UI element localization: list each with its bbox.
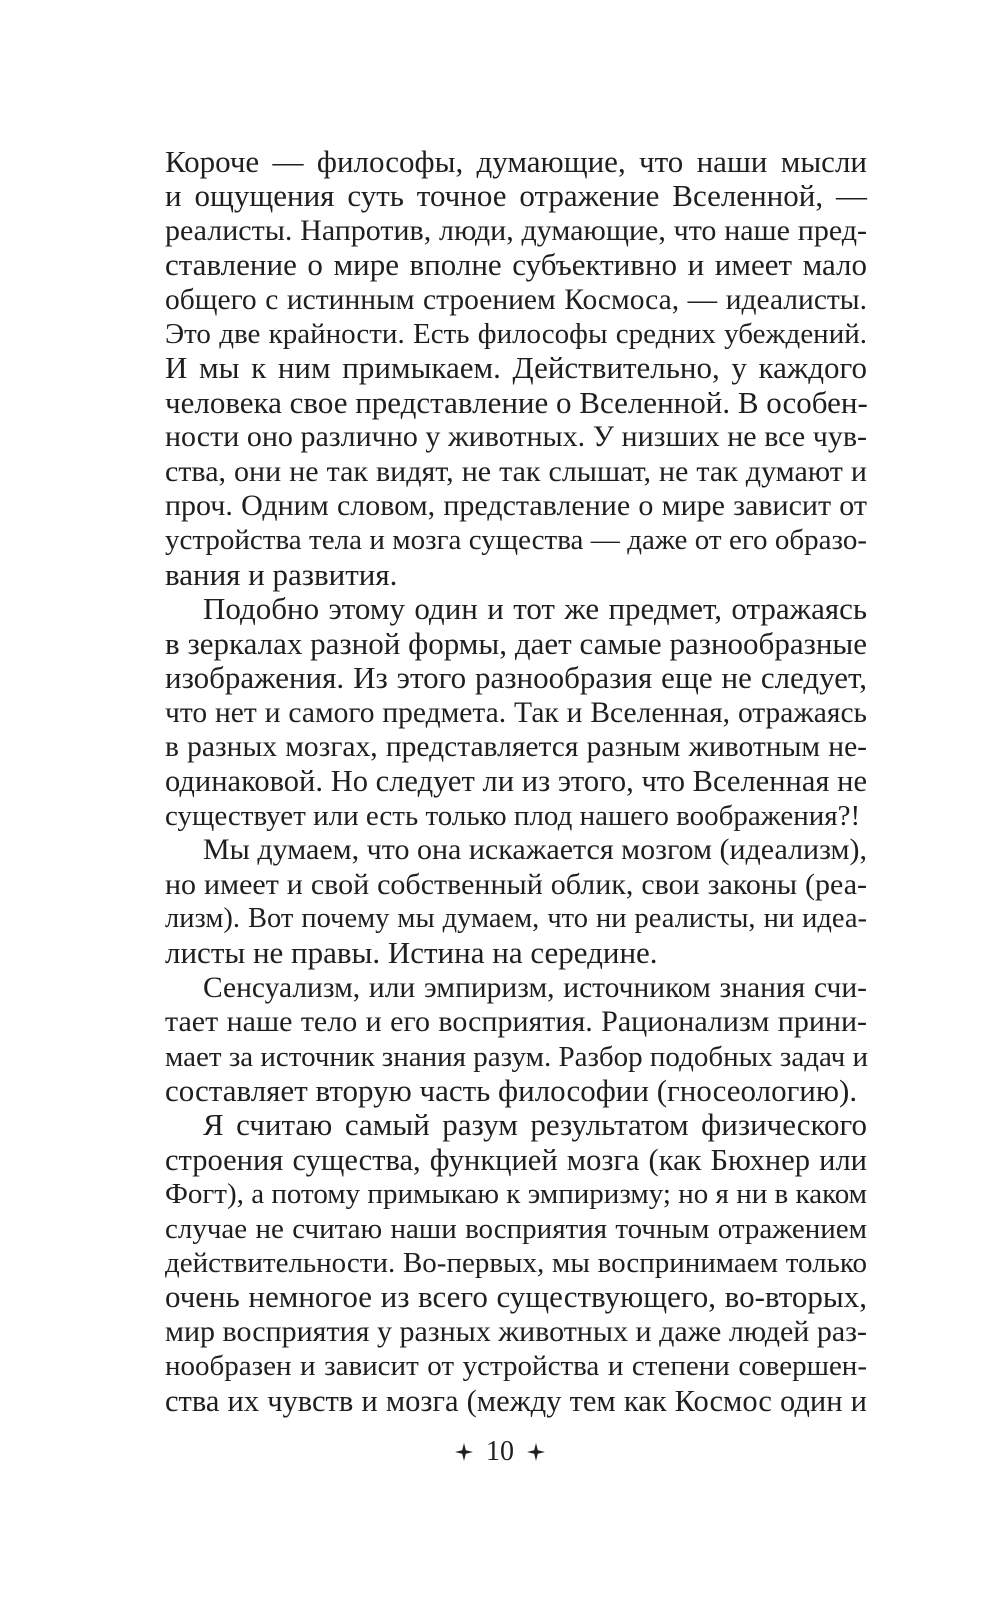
text-line: вания и развития. xyxy=(165,556,398,592)
four-point-star-icon xyxy=(455,1443,473,1461)
text-line: И мы к ним примыкаем. Действительно, у каждого xyxy=(165,350,867,386)
text-line: мир восприятия у разных животных и даже людей раз- xyxy=(165,1314,867,1348)
text-line: и ощущения суть точное отражение Вселенной, — xyxy=(165,178,867,214)
text-line: лизм). Вот почему мы думаем, что ни реалисты, ни идеа- xyxy=(165,902,867,934)
text-line: что нет и самого предмета. Так и Вселенная, отражаясь xyxy=(165,696,867,729)
paragraph xyxy=(165,1108,867,1418)
text-line: тает наше тело и его восприятия. Рационализм прини- xyxy=(165,1005,867,1039)
text-line: Подобно этому один и тот же предмет, отражаясь xyxy=(203,591,867,627)
text-line: в разных мозгах, представляется разным животным не- xyxy=(165,730,867,763)
text-line: листы не правы. Истина на середине. xyxy=(165,935,658,971)
text-line: ства, они не так видят, не так слышат, не так думают и xyxy=(165,454,867,488)
paragraph xyxy=(165,971,867,1109)
text-line: ставление о мире вполне субъективно и имеет мало xyxy=(165,247,867,283)
page-footer xyxy=(0,1432,1000,1470)
text-line: ства их чувств и мозга (между тем как Космос один и xyxy=(165,1383,867,1418)
text-line: но имеет и свой собственный облик, свои законы (реа- xyxy=(165,867,867,901)
text-line: Мы думаем, что она искажается мозгом (идеализм), xyxy=(203,833,867,867)
text-line: Фогт), а потому примыкаю к эмпиризму; но я ни в каком xyxy=(165,1178,867,1211)
paragraph xyxy=(165,145,867,592)
text-line: реалисты. Напротив, люди, думающие, что наше пред- xyxy=(165,213,867,247)
page-number: 10 xyxy=(486,1435,514,1467)
text-line: Я считаю самый разум результатом физического xyxy=(203,1107,867,1143)
text-line: одинаковой. Но следует ли из этого, что Вселенная не xyxy=(165,764,867,799)
text-line: случае не считаю наши восприятия точным отражением xyxy=(165,1212,867,1245)
text-line: человека свое представление о Вселенной. В особен- xyxy=(165,384,868,420)
text-line: Сенсуализм, или эмпиризм, источником знания счи- xyxy=(203,971,867,1004)
four-point-star-icon xyxy=(527,1443,545,1461)
text-line: общего с истинным строением Космоса, — идеалисты. xyxy=(165,283,867,316)
text-line: Это две крайности. Есть философы средних убеждений. xyxy=(165,318,867,351)
paragraph xyxy=(165,833,867,971)
text-line: нообразен и зависит от устройства и степени совершен- xyxy=(165,1350,867,1383)
text-line: строения существа, функцией мозга (как Бюхнер или xyxy=(165,1142,867,1177)
text-line: составляет вторую часть философии (гносеологию). xyxy=(165,1072,858,1108)
text-line: проч. Одним словом, представление о мире зависит от xyxy=(165,489,867,523)
text-line: очень немногое из всего существующего, во-вторых, xyxy=(165,1279,867,1315)
text-line: устройства тела и мозга существа — даже от его образо- xyxy=(165,524,867,557)
text-line: изображения. Из этого разнообразия еще не следует, xyxy=(165,660,867,696)
text-line: ности оно различно у животных. У низших не все чув- xyxy=(165,420,867,454)
text-line: Короче — философы, думающие, что наши мысли xyxy=(165,144,867,179)
page-body xyxy=(165,145,867,1418)
text-line: мает за источник знания разум. Разбор подобных задач и xyxy=(165,1040,869,1073)
text-line: действительности. Во-первых, мы воспринимаем только xyxy=(165,1247,867,1279)
text-line: в зеркалах разной формы, дает самые разнообразные xyxy=(165,625,867,661)
text-line: существует или есть только плод нашего воображения?! xyxy=(165,799,861,832)
paragraph xyxy=(165,592,867,833)
